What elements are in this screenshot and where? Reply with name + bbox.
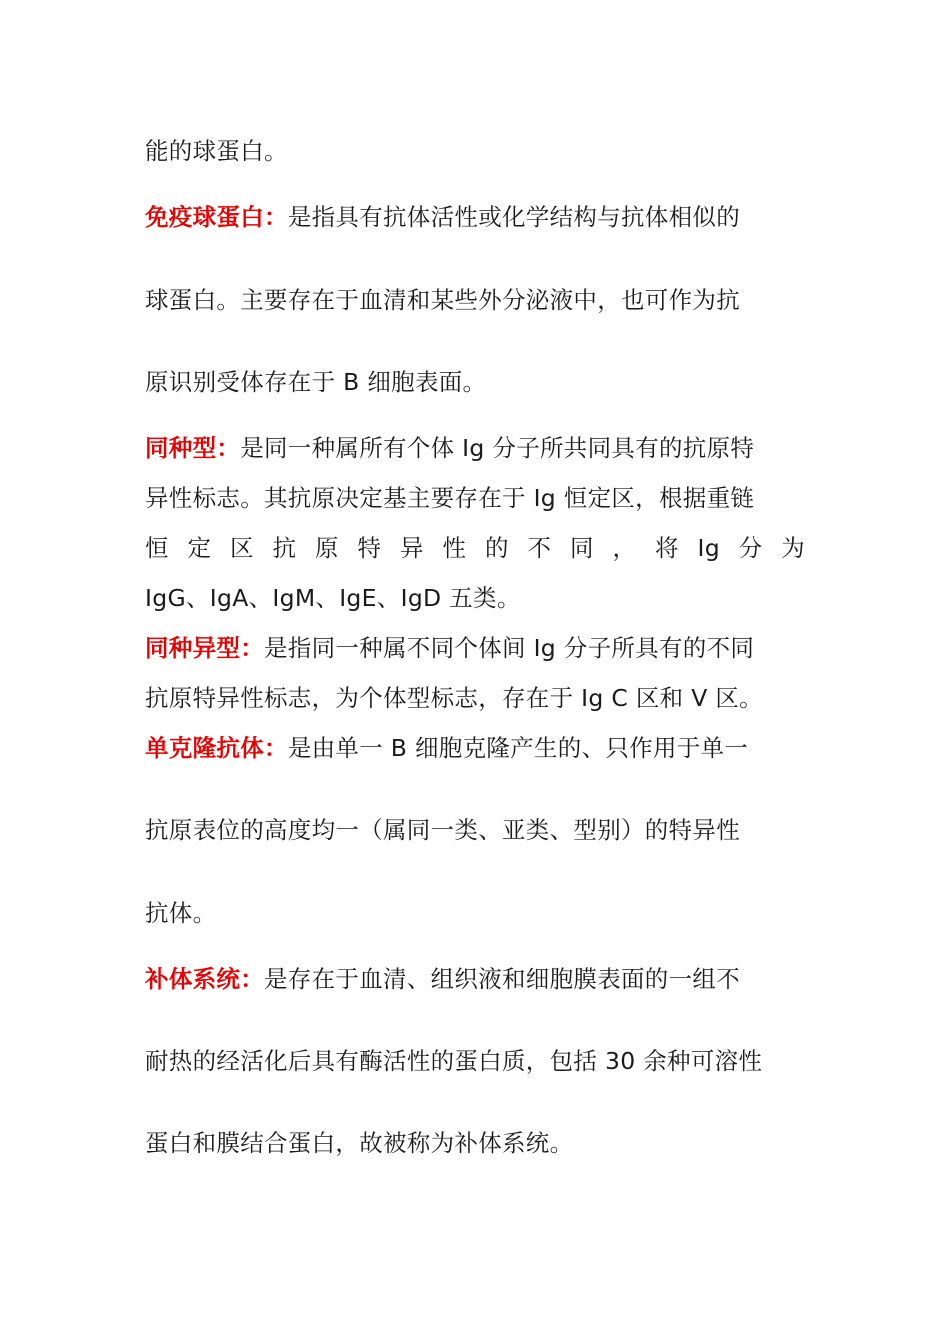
spread-char: 原 <box>315 534 339 562</box>
spread-char: 性 <box>442 534 467 562</box>
immunoglobulin-term: 免疫球蛋白： <box>145 203 288 231</box>
monoclonal-term: 单克隆抗体： <box>145 734 288 762</box>
immunoglobulin-definition-line-3: 原识别受体存在于 B 细胞表面。 <box>145 368 487 396</box>
intro-line: 能的球蛋白。 <box>145 137 288 165</box>
complement-text: 是存在于血清、组织液和细胞膜表面的一组不 <box>264 965 740 993</box>
isotype-definition-line-2: 异性标志。其抗原决定基主要存在于 Ig 恒定区，根据重链 <box>145 484 755 512</box>
spread-char: Ig <box>697 534 720 562</box>
isotype-definition-line-4: IgG、IgA、IgM、IgE、IgD 五类。 <box>145 584 521 612</box>
complement-definition-line-2: 耐热的经活化后具有酶活性的蛋白质，包括 30 余种可溶性 <box>145 1047 763 1075</box>
spread-char: 恒 <box>145 534 169 562</box>
isotype-term: 同种型： <box>145 434 241 462</box>
monoclonal-definition-line-1 <box>145 733 748 763</box>
isotype-text: 是同一种属所有个体 Ig 分子所共同具有的抗原特 <box>240 434 755 462</box>
monoclonal-definition-line-2: 抗原表位的高度均一（属同一类、亚类、型别）的特异性 <box>145 816 740 844</box>
spread-char: 同 <box>570 534 594 562</box>
spread-char: 分 <box>738 534 763 562</box>
spread-char: 为 <box>781 534 805 562</box>
spread-char: 将 <box>655 534 679 562</box>
allotype-definition-line-2: 抗原特异性标志，为个体型标志，存在于 Ig C 区和 V 区。 <box>145 684 763 712</box>
spread-char: 定 <box>187 534 212 562</box>
isotype-definition-line-3 <box>145 533 805 563</box>
complement-definition-line-3: 蛋白和膜结合蛋白，故被称为补体系统。 <box>145 1129 574 1157</box>
complement-definition-line-1 <box>145 964 740 994</box>
monoclonal-definition-line-3: 抗体。 <box>145 899 217 927</box>
spread-char: ， <box>612 534 637 562</box>
spread-char: 特 <box>357 534 382 562</box>
spread-char: 异 <box>400 534 424 562</box>
spread-char: 区 <box>230 534 254 562</box>
spread-char: 不 <box>527 534 552 562</box>
monoclonal-text: 是由单一 B 细胞克隆产生的、只作用于单一 <box>287 734 749 762</box>
immunoglobulin-definition-line-1 <box>145 202 740 232</box>
isotype-definition-line-1 <box>145 433 754 463</box>
complement-term: 补体系统： <box>145 965 264 993</box>
immunoglobulin-definition-line-2: 球蛋白。主要存在于血清和某些外分泌液中，也可作为抗 <box>145 286 740 314</box>
spread-char: 抗 <box>272 534 297 562</box>
allotype-text: 是指同一种属不同个体间 Ig 分子所具有的不同 <box>264 634 755 662</box>
spread-char: 的 <box>485 534 509 562</box>
allotype-term: 同种异型： <box>145 634 264 662</box>
immunoglobulin-text: 是指具有抗体活性或化学结构与抗体相似的 <box>287 203 741 231</box>
allotype-definition-line-1 <box>145 633 754 663</box>
